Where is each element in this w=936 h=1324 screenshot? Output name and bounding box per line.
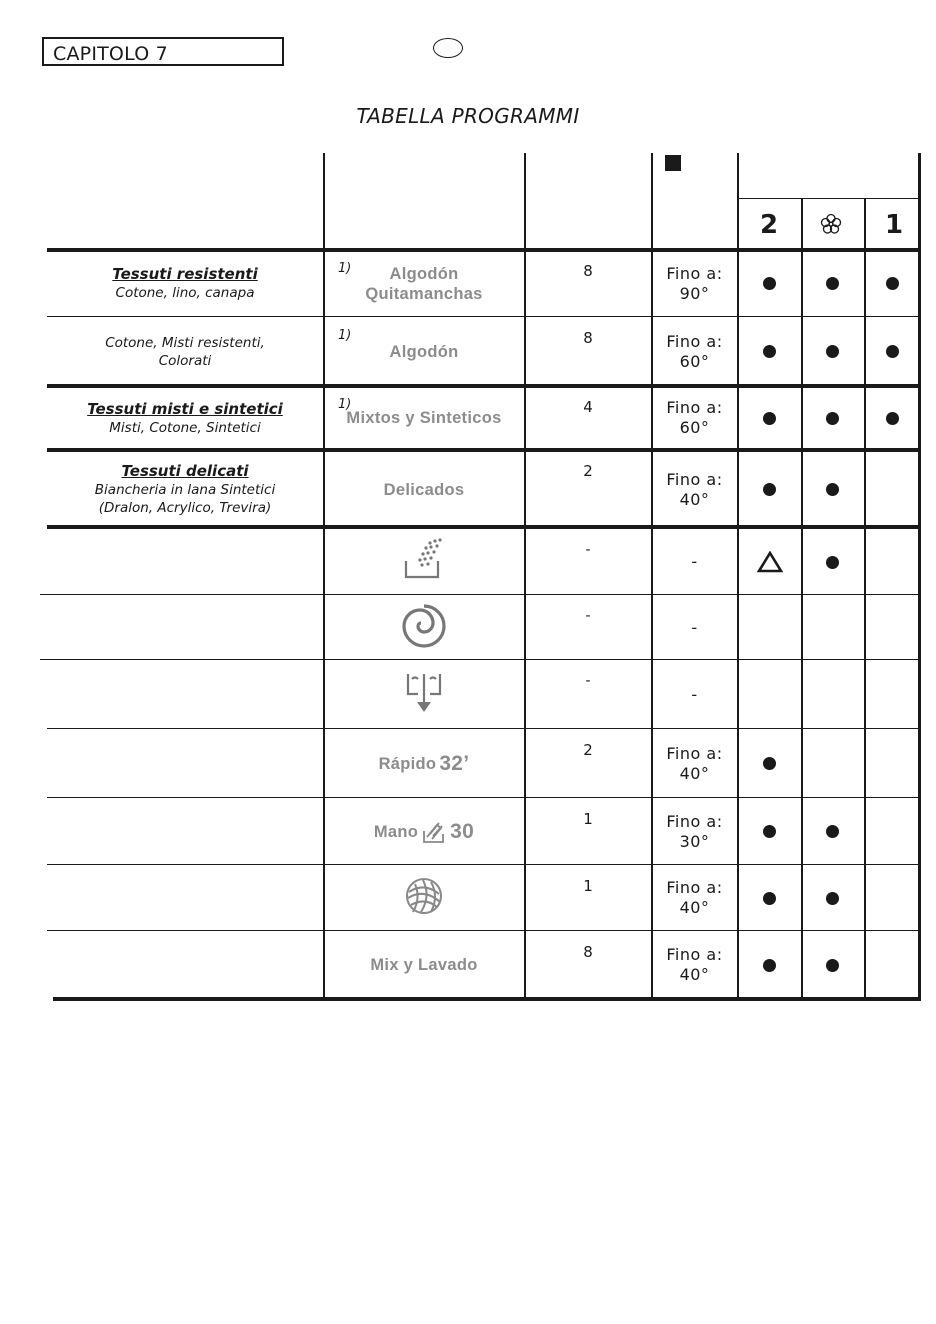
- triangle-mark: [738, 530, 801, 594]
- dot-mark: [864, 318, 920, 385]
- program-name: [365, 264, 482, 304]
- program-cell: [323, 932, 525, 998]
- dot-mark: [801, 799, 864, 864]
- temperature: Fino a: 40°: [666, 878, 723, 917]
- dot-mark: [864, 387, 920, 449]
- dot-mark: [801, 866, 864, 930]
- temperature: Fino a: 30°: [666, 811, 723, 851]
- dot-mark: [864, 251, 920, 316]
- fabric-title: Tessuti misti e sintetici: [87, 399, 283, 418]
- dot-mark: [801, 318, 864, 385]
- dot-icon: [826, 556, 839, 569]
- dot-icon: [763, 412, 776, 425]
- load-kg: 1: [583, 877, 593, 895]
- dot-mark: [801, 932, 864, 998]
- fabric-cell: [47, 799, 323, 864]
- dot-icon: [886, 277, 899, 290]
- dot-icon: [826, 959, 839, 972]
- temperature: Fino a: 60°: [666, 398, 723, 437]
- fabric-cell: [47, 932, 323, 998]
- row-divider: [40, 594, 920, 595]
- fabric-cell: [47, 387, 323, 449]
- fabric-description: Misti, Cotone, Sintetici: [109, 419, 261, 436]
- dot-icon: [826, 277, 839, 290]
- temperature: -: [691, 684, 698, 704]
- dot-mark: [801, 251, 864, 316]
- program-name: [374, 819, 474, 845]
- temperature: Fino a: 60°: [666, 331, 723, 371]
- dot-mark: [738, 730, 801, 797]
- program-cell: [323, 799, 525, 864]
- temperature: Fino a: 40°: [666, 743, 723, 783]
- row-divider: [47, 797, 920, 798]
- fabric-cell: [47, 530, 323, 594]
- load-kg: 8: [583, 943, 593, 961]
- triangle-icon: [757, 551, 783, 573]
- program-label: Algodón Quitamanchas: [365, 264, 483, 303]
- rinse-icon: [400, 537, 448, 587]
- temperature: Fino a: 90°: [666, 263, 723, 303]
- dot-mark: [738, 387, 801, 449]
- dot-icon: [763, 825, 776, 838]
- program-label: Mano: [373, 822, 419, 841]
- dot-mark: [738, 318, 801, 385]
- program-cell: [323, 251, 525, 316]
- dot-icon: [763, 757, 776, 770]
- fabric-title: Tessuti delicati: [121, 462, 249, 480]
- load-kg: 2: [583, 462, 593, 480]
- softener-flower-icon: [820, 213, 842, 235]
- dot-icon: [763, 959, 776, 972]
- handwash-icon: [421, 819, 447, 845]
- temperature: Fino a: 40°: [666, 469, 723, 509]
- program-name: [346, 408, 501, 428]
- fabric-cell: [47, 318, 323, 385]
- dot-icon: [886, 412, 899, 425]
- program-label: Mixtos y Sinteticos: [346, 409, 502, 427]
- header-rinse: 1: [885, 210, 904, 240]
- dot-icon: [826, 892, 839, 905]
- fabric-cell: [47, 251, 323, 316]
- fabric-cell: [47, 730, 323, 797]
- program-duration: 30: [450, 819, 475, 843]
- wool-icon: [403, 876, 445, 920]
- temperature: -: [691, 552, 698, 571]
- load-kg: -: [585, 673, 591, 689]
- program-name: [370, 955, 477, 975]
- fabric-title: Tessuti resistenti: [112, 265, 258, 283]
- program-cell: [323, 530, 525, 594]
- program-cell: [323, 596, 525, 659]
- program-cell: [323, 318, 525, 385]
- spin-icon: [400, 602, 448, 654]
- drain-icon: [402, 670, 446, 720]
- dot-mark: [738, 866, 801, 930]
- program-label: Delicados: [383, 480, 465, 499]
- temperature: Fino a: 40°: [666, 945, 723, 984]
- program-cell: [323, 730, 525, 797]
- dot-mark: [738, 932, 801, 998]
- dot-icon: [763, 483, 776, 496]
- load-kg: -: [585, 542, 591, 558]
- dot-icon: [763, 892, 776, 905]
- program-duration: 32’: [439, 751, 470, 775]
- temperature-square-icon: [665, 155, 681, 171]
- program-label: Mix y Lavado: [370, 956, 478, 974]
- header-prewash: 2: [760, 210, 779, 240]
- dot-mark: [738, 251, 801, 316]
- load-kg: 8: [583, 329, 593, 347]
- program-cell: [323, 387, 525, 449]
- program-name: [384, 480, 465, 500]
- program-name: [390, 342, 459, 362]
- dot-mark: [738, 799, 801, 864]
- dot-icon: [826, 345, 839, 358]
- dot-mark: [801, 530, 864, 594]
- fabric-cell: [47, 866, 323, 930]
- fabric-cell: [47, 661, 323, 728]
- dot-icon: [763, 277, 776, 290]
- header-divider: [738, 198, 920, 199]
- program-name: [378, 751, 470, 775]
- load-kg: 2: [583, 741, 593, 759]
- program-cell: [323, 661, 525, 728]
- temperature: -: [691, 617, 698, 637]
- load-kg: 1: [583, 810, 593, 828]
- load-kg: -: [585, 608, 591, 624]
- dot-mark: [738, 451, 801, 528]
- program-label: Algodón: [389, 342, 459, 361]
- language-oval-icon: [433, 38, 463, 58]
- chapter-box: [42, 37, 284, 66]
- fabric-description: Cotone, lino, canapa: [115, 285, 255, 301]
- fabric-cell: [47, 451, 323, 528]
- program-cell: [323, 866, 525, 930]
- dot-icon: [826, 483, 839, 496]
- footnote-marker: 1): [338, 261, 352, 276]
- row-divider: [40, 659, 920, 660]
- row-divider: [47, 316, 920, 317]
- footnote-marker: 1): [338, 397, 352, 412]
- load-kg: 8: [583, 262, 593, 280]
- fabric-description: Cotone, Misti resistenti, Colorati: [105, 334, 265, 369]
- dot-mark: [801, 451, 864, 528]
- row-divider: [47, 864, 920, 865]
- page-title: TABELLA PROGRAMMI: [356, 104, 580, 128]
- program-cell: [323, 451, 525, 528]
- dot-mark: [801, 387, 864, 449]
- program-label: Rápido: [378, 754, 437, 773]
- dot-icon: [826, 412, 839, 425]
- dot-icon: [763, 345, 776, 358]
- dot-icon: [886, 345, 899, 358]
- row-divider: [47, 728, 920, 729]
- load-kg: 4: [583, 398, 593, 416]
- chapter-label: CAPITOLO 7: [53, 43, 168, 65]
- fabric-description: Biancheria in lana Sintetici (Dralon, Acrylico, Trevira): [94, 482, 276, 516]
- footnote-marker: 1): [338, 328, 352, 343]
- fabric-cell: [47, 596, 323, 659]
- row-divider: [47, 930, 920, 931]
- dot-icon: [826, 825, 839, 838]
